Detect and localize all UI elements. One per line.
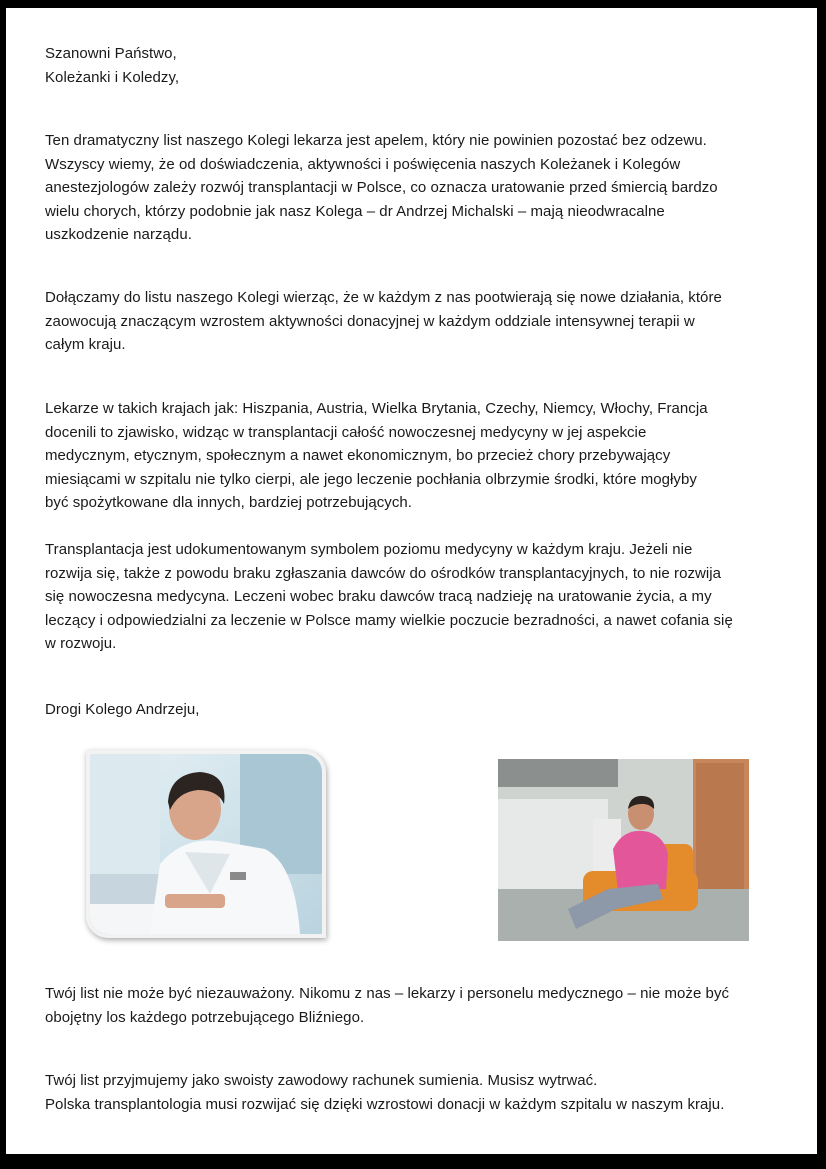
text-line: Ten dramatyczny list naszego Kolegi lekarza jest apelem, który nie powinien pozostać bez odzewu. xyxy=(45,132,707,149)
paragraph-3 xyxy=(45,397,785,515)
text-line: Drogi Kolego Andrzeju, xyxy=(45,701,200,718)
text-line: Wszyscy wiemy, że od doświadczenia, aktywności i poświęcenia naszych Koleżanek i Kolegów xyxy=(45,155,681,173)
text-line: Lekarze w takich krajach jak: Hiszpania, Austria, Wielka Brytania, Czechy, Niemcy, Włochy, Francja xyxy=(45,400,708,417)
text-line: być spożytkowane dla innych, bardziej potrzebujących. xyxy=(45,494,413,512)
closing-paragraph-1 xyxy=(45,982,785,1029)
paragraph-2 xyxy=(45,286,785,357)
text-line: obojętny los każdego potrzebującego Bliźniego. xyxy=(45,1008,365,1026)
text-line: miesiącami w szpitalu nie tylko cierpi, ale jego leczenie pochłania olbrzymie środki, które mogłyby xyxy=(45,470,697,488)
doctor-photo-image xyxy=(90,754,322,934)
text-line: Polska transplantologia musi rozwijać się dzięki wzrostowi donacji w każdym szpitalu w naszym kraju. xyxy=(45,1095,725,1113)
text-line: uszkodzenie narządu. xyxy=(45,226,192,244)
text-line: całym kraju. xyxy=(45,336,126,354)
paragraph-1 xyxy=(45,129,785,247)
text-line: anestezjologów zależy rozwój transplantacji w Polsce, co oznacza uratowanie przed śmiercią bardzo xyxy=(45,179,718,197)
greeting-line: Koleżanki i Koledzy, xyxy=(45,68,180,86)
closing-paragraph-2 xyxy=(45,1069,785,1116)
letter-page xyxy=(6,8,817,1154)
text-line: w rozwoju. xyxy=(45,635,117,653)
text-line: docenili to zjawisko, widząc w transplantacji całość nowoczesnej medycyny w jej aspekcie xyxy=(45,423,647,441)
text-line: Twój list nie może być niezauważony. Nikomu z nas – lekarzy i personelu medycznego – nie może być xyxy=(45,985,730,1002)
text-line: zaowocują znaczącym wzrostem aktywności donacyjnej w każdym oddziale intensywnej terapii w xyxy=(45,312,695,330)
text-line: się nowoczesna medycyna. Leczeni wobec braku dawców tracą nadzieję na uratowanie życia, a my xyxy=(45,588,712,606)
address-line xyxy=(45,698,785,722)
greeting xyxy=(45,42,785,89)
text-line: leczący i odpowiedzialni za leczenie w Polsce mamy wielkie poczucie bezradności, a nawet cofania się xyxy=(45,611,733,629)
text-line: Dołączamy do listu naszego Kolegi wierząc, że w każdym z nas pootwierają się nowe działania, które xyxy=(45,289,722,306)
patient-photo xyxy=(498,759,749,941)
doctor-photo xyxy=(86,750,326,938)
paragraph-4 xyxy=(45,538,785,656)
text-line: medycznym, etycznym, społecznym a nawet ekonomicznym, bo przecież chory przebywający xyxy=(45,447,671,465)
text-line: wielu chorych, którzy podobnie jak nasz Kolega – dr Andrzej Michalski – mają nieodwracalne xyxy=(45,202,665,220)
patient-photo-image xyxy=(498,759,749,941)
text-line: Transplantacja jest udokumentowanym symbolem poziomu medycyny w każdym kraju. Jeżeli nie xyxy=(45,541,693,558)
text-line: rozwija się, także z powodu braku zgłaszania dawców do ośrodków transplantacyjnych, to nie rozwija xyxy=(45,564,722,582)
text-line: Twój list przyjmujemy jako swoisty zawodowy rachunek sumienia. Musisz wytrwać. xyxy=(45,1072,598,1089)
greeting-line: Szanowni Państwo, xyxy=(45,45,177,62)
